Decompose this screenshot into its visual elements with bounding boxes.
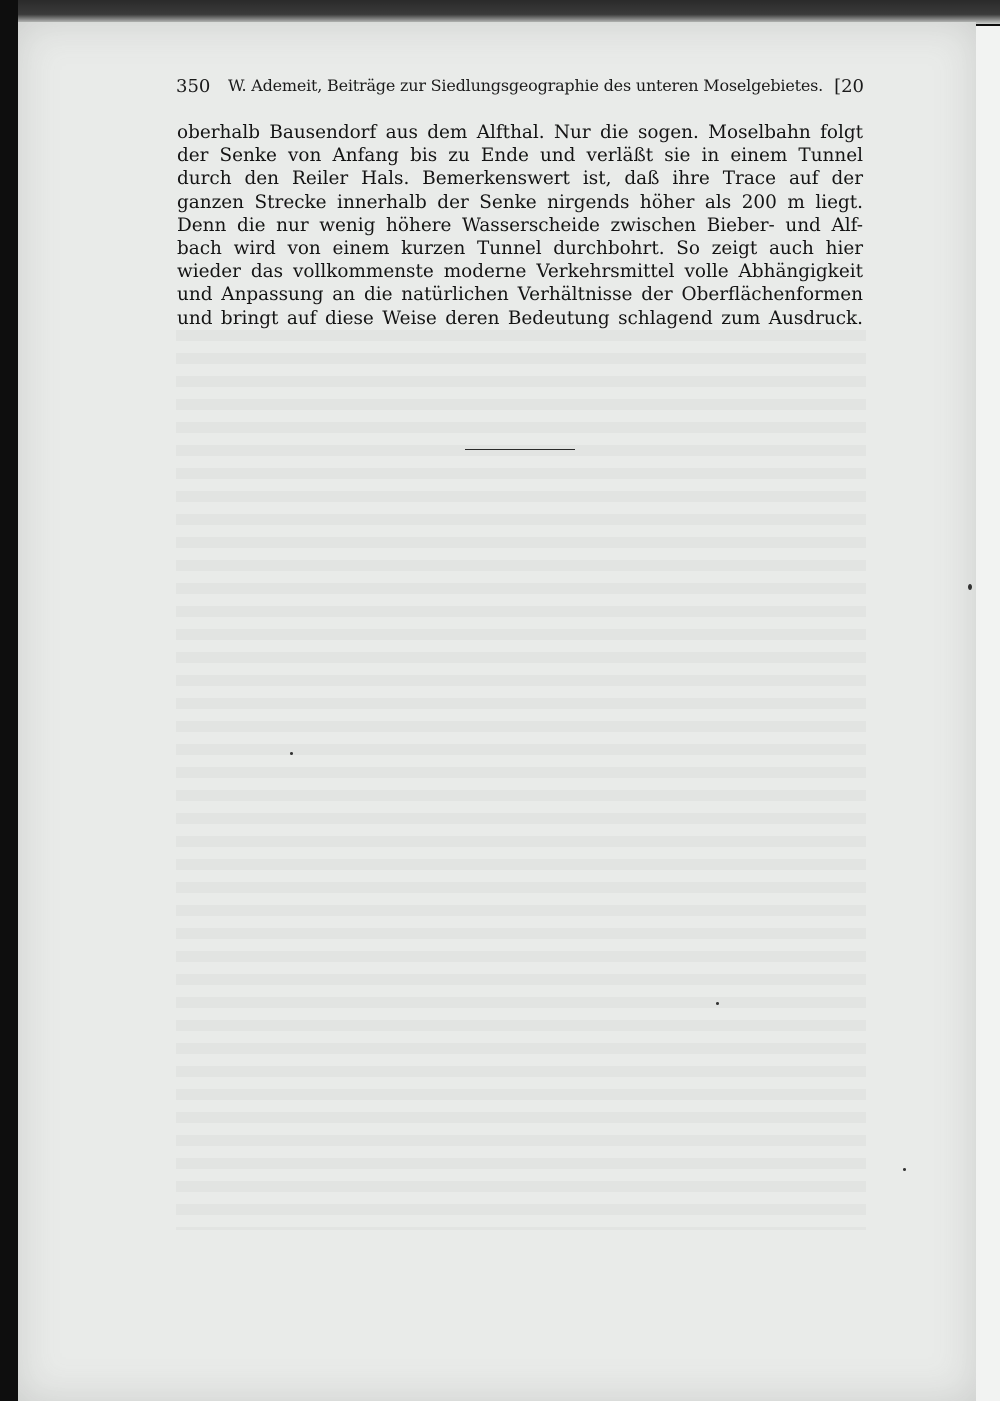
scan-top-edge bbox=[18, 0, 1000, 24]
text-line: wieder das vollkommenste moderne Verkehrsmittel volle Abhängigkeit bbox=[177, 261, 863, 283]
bleed-through-text bbox=[176, 330, 866, 1230]
text-line: bach wird von einem kurzen Tunnel durchbohrt. So zeigt auch hier bbox=[177, 237, 863, 259]
scan-speck bbox=[903, 1168, 906, 1171]
scan-speck bbox=[968, 584, 972, 590]
section-end-rule bbox=[465, 449, 575, 450]
text-line: oberhalb Bausendorf aus dem Alfthal. Nur die sogen. Moselbahn folgt bbox=[177, 122, 863, 143]
scan-speck bbox=[716, 1002, 719, 1005]
text-line: Denn die nur wenig höhere Wasserscheide zwischen Bieber- und Alf- bbox=[177, 214, 863, 236]
text-line: der Senke von Anfang bis zu Ende und verläßt sie in einem Tunnel bbox=[177, 145, 863, 167]
text-line: und Anpassung an die natürlichen Verhältnisse der Oberflächenformen bbox=[177, 284, 863, 306]
page-number: 350 bbox=[176, 76, 211, 97]
body-paragraph bbox=[177, 121, 863, 330]
text-line: durch den Reiler Hals. Bemerkenswert ist, daß ihre Trace auf der bbox=[177, 168, 863, 190]
text-line: ganzen Strecke innerhalb der Senke nirgends höher als 200 m liegt. bbox=[177, 191, 863, 213]
page-header bbox=[176, 74, 864, 100]
scan-speck bbox=[290, 752, 293, 755]
running-title: W. Ademeit, Beiträge zur Siedlungsgeographie des unteren Moselgebietes. bbox=[228, 76, 824, 95]
section-number: [20 bbox=[834, 76, 864, 97]
text-line: und bringt auf diese Weise deren Bedeutung schlagend zum Ausdruck. bbox=[177, 307, 863, 329]
